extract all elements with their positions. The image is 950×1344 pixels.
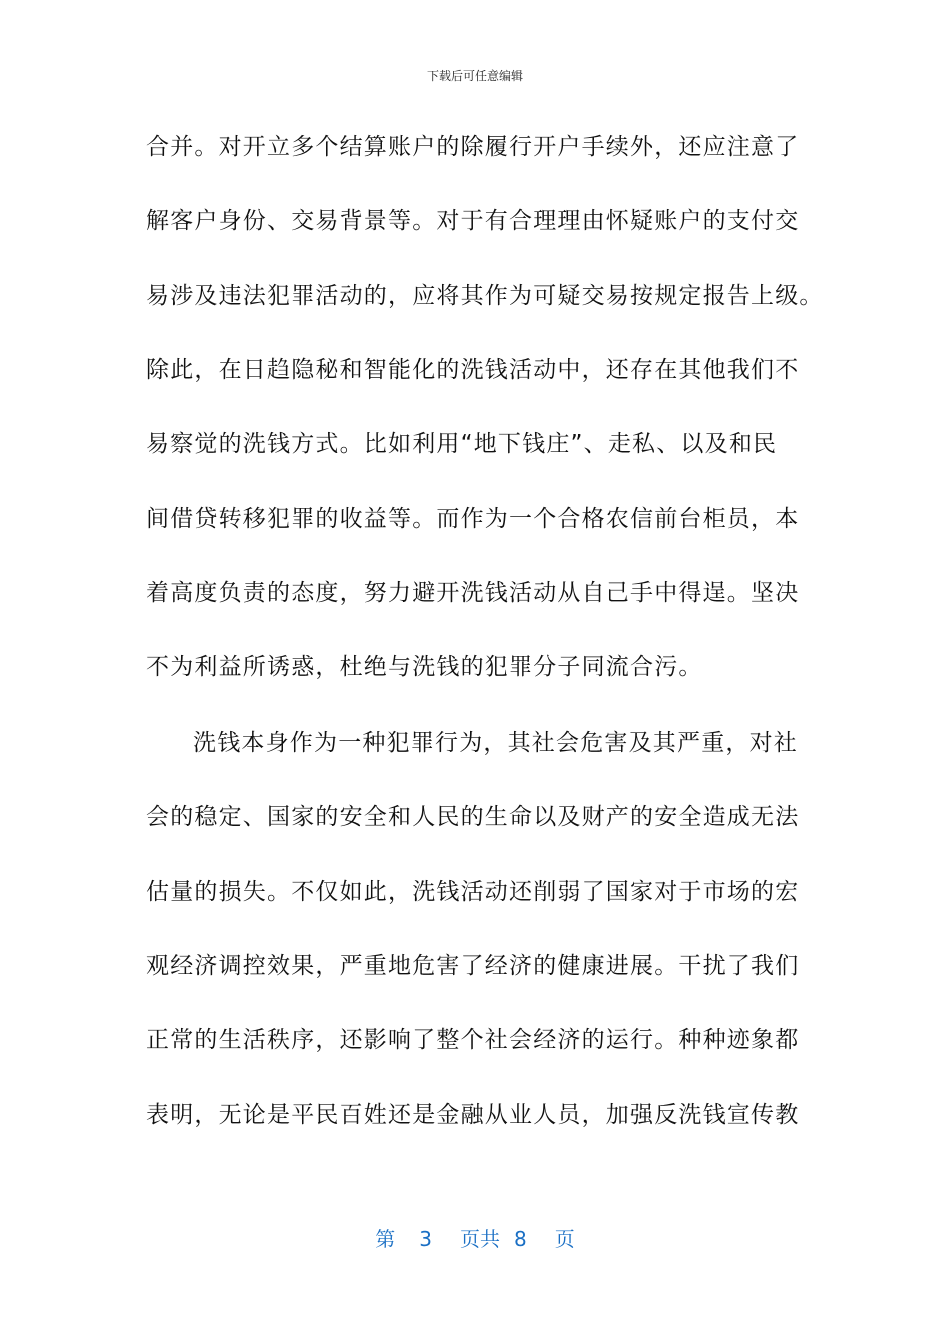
paragraph-2-line-2: 会的稳定、国家的安全和人民的生命以及财产的安全造成无法 [146, 804, 800, 830]
paragraph-1-line-1: 合并。对开立多个结算账户的除履行开户手续外，还应注意了 [146, 134, 800, 160]
paragraph-2-line-1: 洗钱本身作为一种犯罪行为，其社会危害及其严重，对社 [193, 730, 798, 756]
paragraph-2-line-3: 估量的损失。不仅如此，洗钱活动还削弱了国家对于市场的宏 [146, 879, 800, 905]
page-header: 下载后可任意编辑 [426, 69, 523, 83]
paragraph-2-line-6: 表明，无论是平民百姓还是金融从业人员，加强反洗钱宣传教 [146, 1102, 800, 1128]
paragraph-1-line-7: 着高度负责的态度，努力避开洗钱活动从自己手中得逞。坚决 [146, 580, 800, 606]
paragraph-1-line-3: 易涉及违法犯罪活动的，应将其作为可疑交易按规定报告上级。 [146, 283, 824, 309]
footer-total-pages: 8 [514, 1227, 527, 1251]
footer-of-label: 页共 [460, 1227, 500, 1251]
paragraph-1-line-4: 除此，在日趋隐秘和智能化的洗钱活动中，还存在其他我们不 [146, 357, 800, 383]
page-footer [0, 1226, 950, 1252]
paragraph-1-line-2: 解客户身份、交易背景等。对于有合理理由怀疑账户的支付交 [146, 208, 800, 234]
footer-current-page: 3 [419, 1227, 432, 1251]
footer-page-label: 第 [375, 1227, 396, 1251]
paragraph-1-line-6: 间借贷转移犯罪的收益等。而作为一个合格农信前台柜员，本 [146, 506, 800, 532]
paragraph-1-line-5: 易察觉的洗钱方式。比如利用“地下钱庄”、走私、以及和民 [146, 431, 778, 457]
footer-end-label: 页 [554, 1227, 575, 1251]
paragraph-1-line-8: 不为利益所诱惑，杜绝与洗钱的犯罪分子同流合污。 [146, 654, 703, 680]
paragraph-2-line-4: 观经济调控效果，严重地危害了经济的健康进展。干扰了我们 [146, 953, 800, 979]
paragraph-2-line-5: 正常的生活秩序，还影响了整个社会经济的运行。种种迹象都 [146, 1027, 800, 1053]
